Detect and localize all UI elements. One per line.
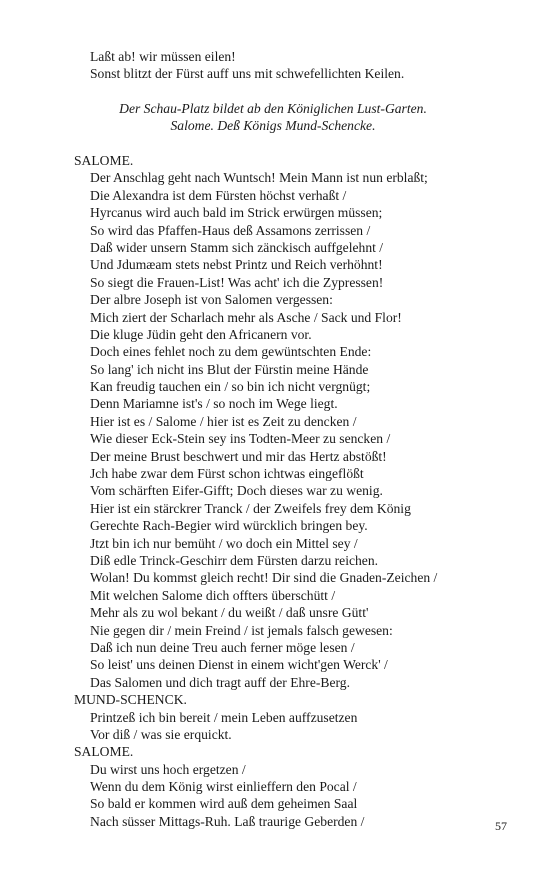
verse-line: Diß edle Trinck-Geschirr dem Fürsten darzu reichen.: [90, 552, 379, 568]
verse-line: Wolan! Du kommst gleich recht! Dir sind die Gnaden-Zeichen /: [90, 570, 438, 586]
verse-line: So siegt die Frauen-List! Was acht' ich die Zypressen!: [90, 274, 384, 290]
verse-line: Wenn du dem König wirst einlieffern den Pocal /: [90, 779, 357, 795]
verse-line: Der Anschlag geht nach Wuntsch! Mein Mann ist nun erblaßt;: [90, 170, 428, 186]
verse-line: Kan freudig tauchen ein / so bin ich nicht vergnügt;: [90, 379, 371, 395]
verse-line: Und Jdumæam stets nebst Printz und Reich verhöhnt!: [90, 257, 383, 273]
verse-line: Jtzt bin ich nur bemüht / wo doch ein Mittel sey /: [90, 535, 358, 551]
verse-line: Wie dieser Eck-Stein sey ins Todten-Meer zu sencken /: [90, 431, 391, 447]
verse-line: Die Alexandra ist dem Fürsten höchst verhaßt /: [90, 187, 347, 203]
verse-line: Du wirst uns hoch ergetzen /: [90, 761, 246, 777]
verse-line: Mich ziert der Scharlach mehr als Asche / Sack und Flor!: [90, 309, 402, 325]
verse-line: Doch eines fehlet noch zu dem gewüntschten Ende:: [90, 344, 372, 360]
verse-line: Die kluge Jüdin geht den Africanern vor.: [90, 326, 312, 342]
verse-line: Denn Mariamne ist's / so noch im Wege liegt.: [90, 396, 338, 412]
verse-line: So leist' uns deinen Dienst in einem wicht'gen Werck' /: [90, 657, 388, 673]
speaker-name: SALOME.: [74, 153, 134, 168]
verse-line: So wird das Pfaffen-Haus deß Assamons zerrissen /: [90, 222, 371, 238]
dialogue: [0, 152, 550, 830]
verse-line: Daß wider unsern Stamm sich zänckisch auffgelehnt /: [90, 239, 384, 255]
speaker-name: SALOME.: [74, 744, 134, 760]
verse-line: Der albre Joseph ist von Salomen vergessen:: [90, 292, 333, 308]
opening-verse: [0, 48, 550, 83]
verse-line: Vom schärften Eifer-Gifft; Doch dieses war zu wenig.: [90, 483, 383, 499]
stage-direction: [0, 100, 550, 135]
verse-line: Laßt ab! wir müssen eilen!: [90, 49, 236, 64]
verse-line: Sonst blitzt der Fürst auff uns mit schwefellichten Keilen.: [90, 66, 405, 82]
verse-line: Daß ich nun deine Treu auch ferner möge lesen /: [90, 639, 355, 655]
verse-line: Nie gegen dir / mein Freind / ist jemals falsch gewesen:: [90, 622, 393, 638]
verse-line: Der meine Brust beschwert und mir das Hertz abstößt!: [90, 448, 387, 464]
verse-line: Jch habe zwar dem Fürst schon ichtwas eingeflößt: [90, 466, 364, 482]
verse-line: Hier ist es / Salome / hier ist es Zeit zu dencken /: [90, 413, 357, 429]
verse-line: So bald er kommen wird auß dem geheimen Saal: [90, 796, 358, 812]
verse-line: Mit welchen Salome dich offters überschütt /: [90, 587, 336, 603]
verse-line: Mehr als zu wol bekant / du weißt / daß unsre Gütt': [90, 605, 369, 621]
verse-line: Hyrcanus wird auch bald im Strick erwürgen müssen;: [90, 205, 383, 221]
verse-line: Vor diß / was sie erquickt.: [90, 726, 232, 742]
verse-line: So lang' ich nicht ins Blut der Fürstin meine Hände: [90, 361, 369, 377]
verse-line: Printzeß ich bin bereit / mein Leben auffzusetzen: [90, 709, 358, 725]
verse-line: Hier ist ein stärckrer Tranck / der Zweifels frey dem König: [90, 500, 411, 516]
verse-line: Das Salomen und dich tragt auff der Ehre-Berg.: [90, 674, 350, 690]
verse-line: Nach süsser Mittags-Ruh. Laß traurige Geberden /: [90, 813, 365, 829]
speaker-name: MUND-SCHENCK.: [74, 692, 187, 708]
stage-direction-line: Der Schau-Platz bildet ab den Königlichen Lust-Garten.: [119, 101, 427, 116]
stage-direction-line: Salome. Deß Königs Mund-Schencke.: [170, 118, 376, 134]
verse-line: Gerechte Rach-Begier wird würcklich bringen bey.: [90, 518, 368, 534]
page-number: 57: [495, 819, 507, 833]
